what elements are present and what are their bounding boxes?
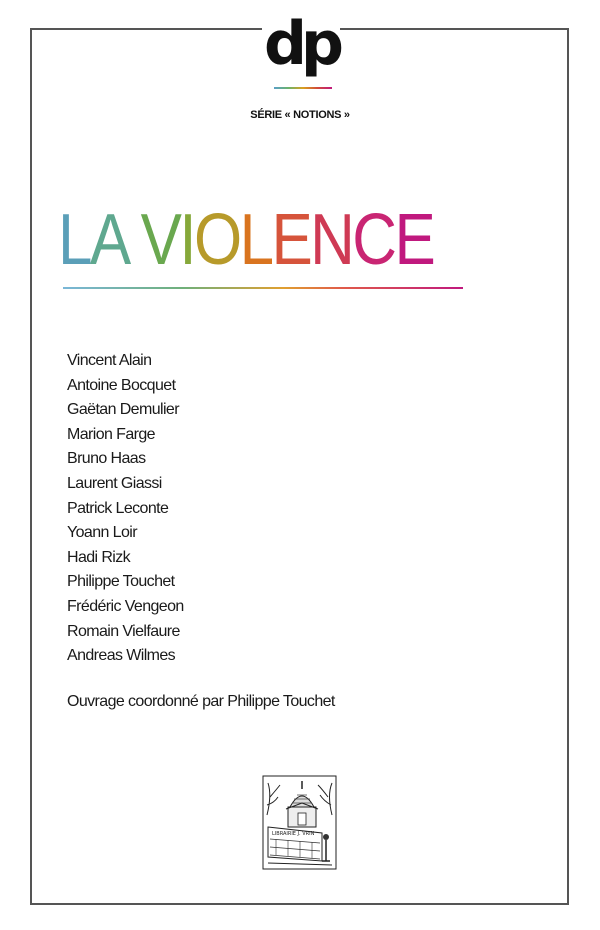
author-name: Laurent Giassi	[67, 474, 162, 492]
publisher-logo	[262, 9, 340, 88]
author-name: Romain Vielfaure	[67, 622, 180, 640]
logo-rainbow-line	[274, 87, 332, 89]
svg-text:LIBRAIRIE J. VRIN: LIBRAIRIE J. VRIN	[272, 831, 315, 837]
series-label: SÉRIE « NOTIONS »	[250, 109, 350, 121]
title-letter	[129, 200, 141, 280]
author-list	[67, 349, 184, 669]
title-letter: E	[394, 200, 434, 280]
author-name: Patrick Leconte	[67, 499, 169, 517]
title-letter: N	[310, 200, 353, 280]
author-name: Philippe Touchet	[67, 573, 175, 591]
author-name: Yoann Loir	[67, 524, 137, 542]
author-name: Vincent Alain	[67, 352, 152, 369]
author-name: Gaëtan Demulier	[67, 401, 179, 419]
title-letter: V	[140, 200, 180, 280]
book-title	[58, 200, 433, 280]
title-letter: O	[193, 200, 240, 280]
dp-logo: dp	[264, 9, 338, 79]
title-letter: A	[89, 200, 129, 280]
author-name: Marion Farge	[67, 425, 155, 443]
title-rainbow-underline	[63, 287, 463, 289]
author-name: Antoine Bocquet	[67, 376, 176, 394]
author-name: Frédéric Vengeon	[67, 597, 184, 615]
title-letter: E	[271, 200, 311, 280]
coordination-note: Ouvrage coordonné par Philippe Touchet	[67, 693, 335, 710]
author-name: Andreas Wilmes	[67, 647, 176, 665]
author-name: Bruno Haas	[67, 450, 146, 468]
title-letter: C	[352, 200, 395, 280]
librairie-vrin-emblem-icon	[262, 775, 337, 870]
author-name: Hadi Rizk	[67, 548, 131, 566]
title-letter: L	[239, 200, 272, 280]
title-letter: L	[58, 200, 90, 280]
title-letter: I	[179, 200, 194, 280]
